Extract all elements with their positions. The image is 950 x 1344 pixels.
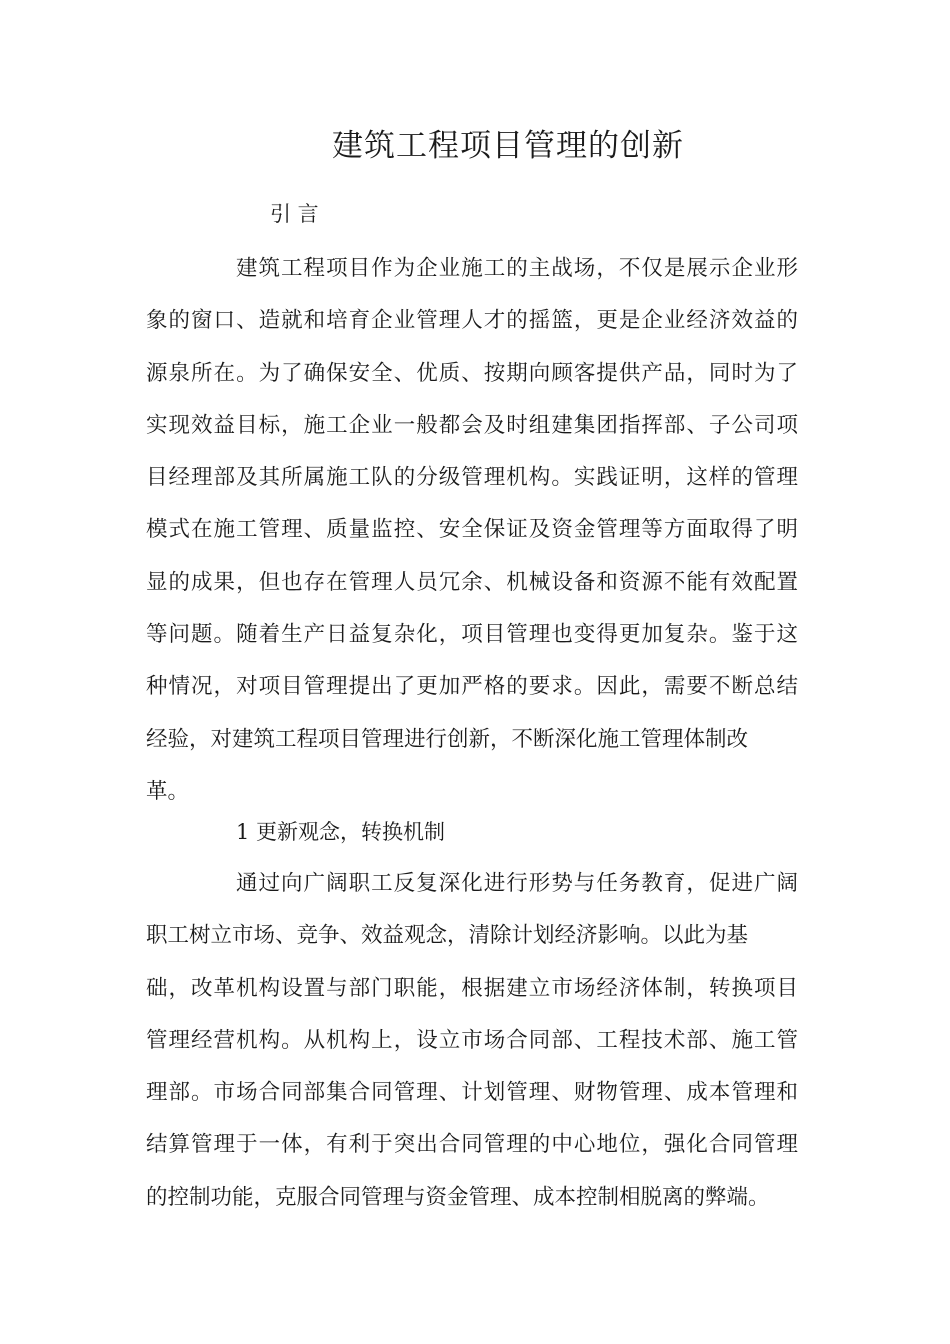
paragraph-line: 管理经营机构。从机构上，设立市场合同部、工程技术部、施工管 — [146, 1027, 798, 1053]
paragraph-line: 源泉所在。为了确保安全、优质、按期向顾客提供产品，同时为了 — [146, 360, 798, 386]
paragraph-line: 建筑工程项目作为企业施工的主战场，不仅是展示企业形 — [236, 256, 798, 281]
paragraph-line: 革。 — [146, 778, 190, 804]
paragraph-line: 结算管理于一体，有利于突出合同管理的中心地位，强化合同管理 — [146, 1132, 798, 1158]
paragraph-line: 经验，对建筑工程项目管理进行创新，不断深化施工管理体制改 — [146, 726, 749, 752]
paragraph-line: 象的窗口、造就和培育企业管理人才的摇篮，更是企业经济效益的 — [146, 308, 798, 334]
section-1-heading: 1 更新观念，转换机制 — [236, 820, 446, 844]
paragraph-line: 职工树立市场、竞争、效益观念，清除计划经济影响。以此为基 — [146, 923, 749, 949]
paragraph-line: 理部。市场合同部集合同管理、计划管理、财物管理、成本管理和 — [146, 1080, 798, 1106]
paragraph-line: 等问题。随着生产日益复杂化，项目管理也变得更加复杂。鉴于这 — [146, 622, 798, 648]
intro-heading: 引 言 — [270, 202, 319, 226]
document-title: 建筑工程项目管理的创新 — [332, 128, 684, 164]
paragraph-line: 种情况，对项目管理提出了更加严格的要求。因此，需要不断总结 — [146, 674, 798, 700]
paragraph-line: 实现效益目标，施工企业一般都会及时组建集团指挥部、子公司项 — [146, 412, 798, 438]
paragraph-line: 目经理部及其所属施工队的分级管理机构。实践证明，这样的管理 — [146, 465, 798, 491]
paragraph-line: 的控制功能，克服合同管理与资金管理、成本控制相脱离的弊端。 — [146, 1184, 770, 1210]
paragraph-line: 础，改革机构设置与部门职能，根据建立市场经济体制，转换项目 — [146, 975, 798, 1001]
paragraph-line: 模式在施工管理、质量监控、安全保证及资金管理等方面取得了明 — [146, 517, 798, 543]
intro-paragraph — [146, 243, 798, 818]
section-1-paragraph — [146, 858, 798, 1224]
paragraph-line: 显的成果，但也存在管理人员冗余、机械设备和资源不能有效配置 — [146, 569, 798, 595]
paragraph-line: 通过向广阔职工反复深化进行形势与任务教育，促进广阔 — [236, 871, 798, 896]
